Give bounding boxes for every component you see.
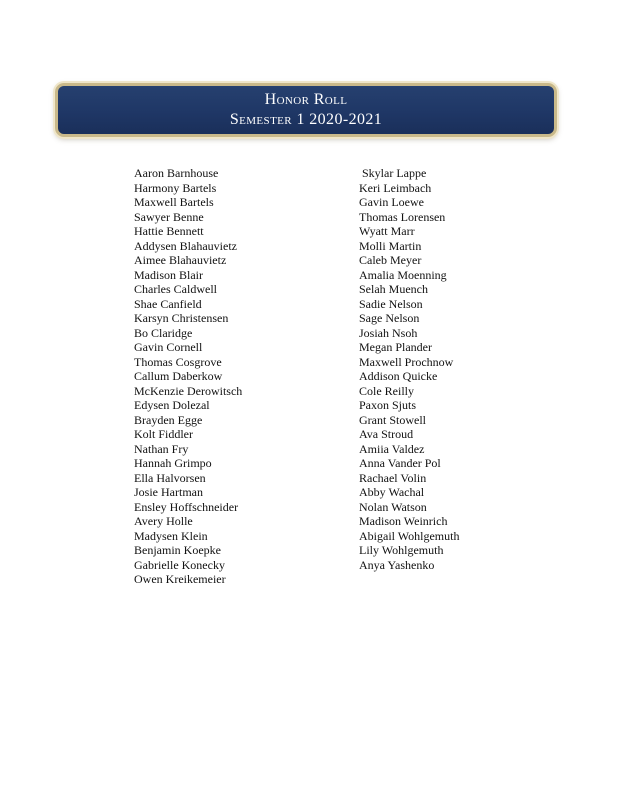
list-item: Kolt Fiddler (134, 427, 193, 441)
page-subtitle: Semester 1 2020-2021 (229, 111, 383, 128)
list-item: Addysen Blahauvietz (134, 238, 237, 253)
list-item: Avery Holle (134, 514, 193, 528)
list-item: Cole Reilly (359, 383, 414, 398)
list-item: Madysen Klein (134, 528, 208, 543)
list-item: Bo Claridge (134, 325, 193, 340)
list-item: Thomas Cosgrove (134, 354, 222, 369)
list-item: Harmony Bartels (134, 180, 217, 195)
list-item: Thomas Lorensen (359, 209, 446, 224)
list-item: Grant Stowell (359, 412, 426, 427)
list-item: Lily Wohlgemuth (359, 543, 444, 557)
list-item: Amiia Valdez (359, 441, 425, 456)
list-item: Skylar Lappe (362, 166, 427, 180)
list-item: Aaron Barnhouse (134, 166, 219, 180)
name-list-left (134, 166, 242, 587)
list-item: Charles Caldwell (134, 282, 217, 296)
list-item: Caleb Meyer (359, 253, 422, 267)
list-item: Hannah Grimpo (134, 456, 212, 470)
list-item: Anna Vander Pol (359, 456, 441, 470)
list-item: McKenzie Derowitsch (134, 383, 243, 398)
list-item: Sawyer Benne (134, 209, 204, 224)
list-item: Josiah Nsoh (359, 325, 418, 340)
title-banner (55, 83, 557, 137)
list-item: Rachael Volin (359, 470, 427, 485)
list-item: Megan Plander (359, 340, 432, 354)
list-item: Abigail Wohlgemuth (359, 528, 460, 543)
name-list-right (359, 166, 459, 572)
list-item: Shae Canfield (134, 296, 202, 311)
list-item: Keri Leimbach (359, 180, 432, 195)
list-item: Madison Blair (134, 267, 203, 282)
list-item: Wyatt Marr (359, 224, 415, 238)
list-item: Gavin Cornell (134, 340, 203, 354)
list-item: Molli Martin (359, 238, 422, 253)
list-item: Gabrielle Konecky (134, 557, 225, 572)
list-item: Nolan Watson (359, 499, 427, 514)
list-item: Selah Muench (359, 282, 428, 296)
list-item: Edysen Dolezal (134, 398, 210, 412)
list-item: Karsyn Christensen (134, 311, 229, 325)
list-item: Benjamin Koepke (134, 543, 221, 557)
list-item: Gavin Loewe (359, 195, 424, 209)
list-item: Maxwell Bartels (134, 195, 214, 209)
list-item: Brayden Egge (134, 412, 203, 427)
list-item: Hattie Bennett (134, 224, 204, 238)
list-item: Abby Wachal (359, 485, 425, 499)
list-item: Nathan Fry (134, 441, 189, 456)
list-item: Ensley Hoffschneider (134, 499, 239, 514)
list-item: Aimee Blahauvietz (134, 253, 227, 267)
list-item: Callum Daberkow (134, 369, 223, 383)
list-item: Anya Yashenko (359, 557, 435, 572)
list-item: Addison Quicke (359, 369, 438, 383)
list-item: Ella Halvorsen (134, 470, 206, 485)
list-item: Sage Nelson (359, 311, 420, 325)
list-item: Ava Stroud (359, 427, 414, 441)
list-item: Maxwell Prochnow (359, 354, 454, 369)
page-title: Honor Roll (264, 91, 348, 108)
list-item: Paxon Sjuts (359, 398, 417, 412)
list-item: Owen Kreikemeier (134, 572, 226, 586)
list-item: Josie Hartman (134, 485, 203, 499)
list-item: Sadie Nelson (359, 296, 423, 311)
list-item: Amalia Moenning (359, 267, 447, 282)
list-item: Madison Weinrich (359, 514, 448, 528)
